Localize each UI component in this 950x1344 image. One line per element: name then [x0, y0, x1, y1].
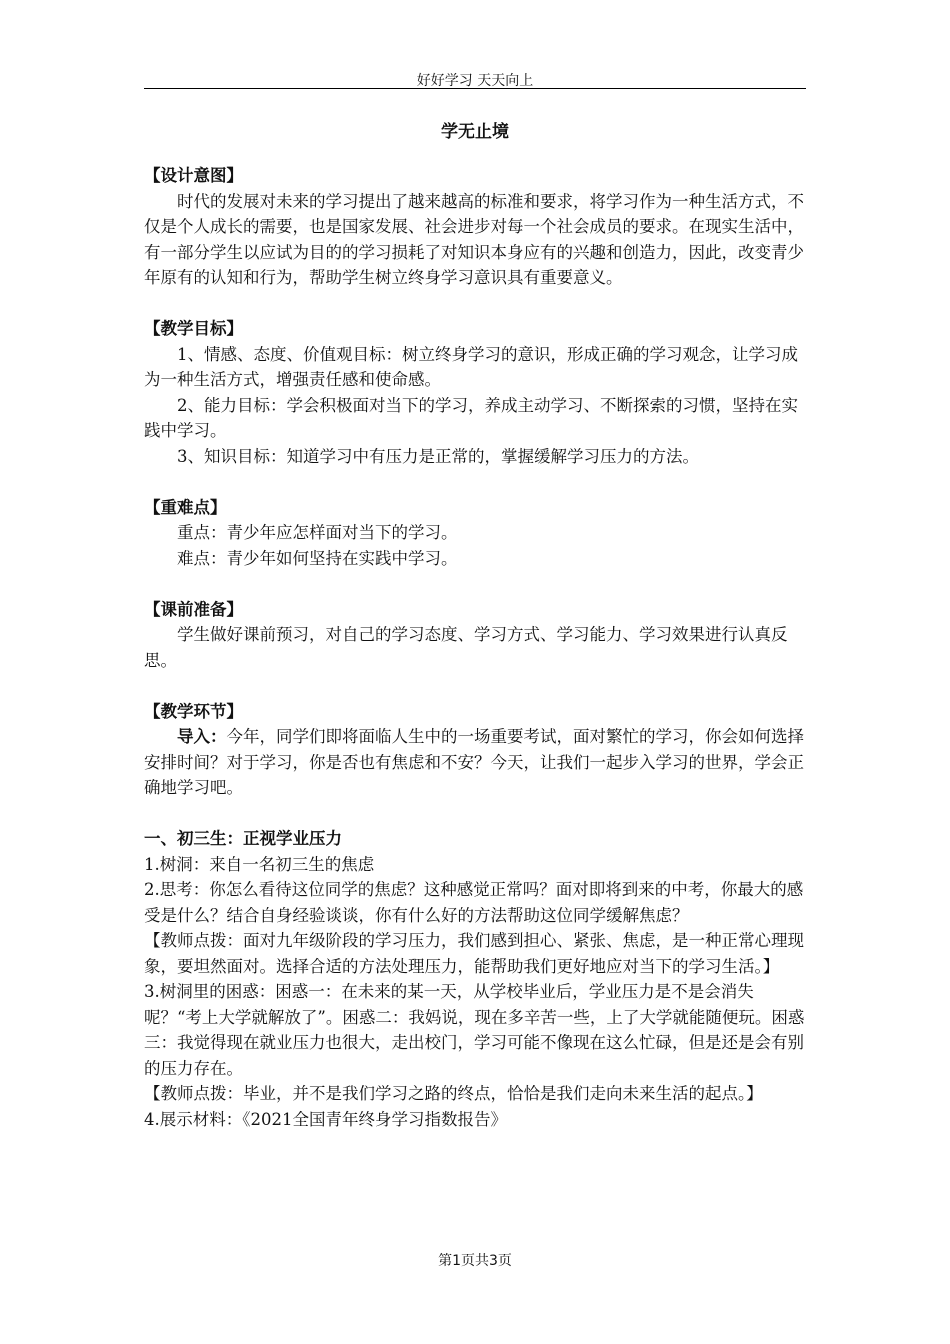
- page-footer: 第1页共3页: [438, 1253, 512, 1269]
- list-item-3: 3.树洞里的困惑：困惑一：在未来的某一天，从学校毕业后，学业压力是不是会消失呢？“考上大学就解放了”。困惑二：我妈说，现在多辛苦一些，上了大学就能随便玩。困惑三：我觉得现在就业压力也很大，走出校门，学习可能不像现在这么忙碌，但是还是会有别的压力存在。: [144, 982, 805, 1078]
- section-heading-preparation: 【课前准备】: [144, 599, 243, 619]
- section-heading-design: 【设计意图】: [144, 166, 243, 185]
- list-item-2: 2.思考：你怎么看待这位同学的焦虑？这种感觉正常吗？面对即将到来的中考，你最大的感受是什么？结合自身经验谈谈，你有什么好的方法帮助这位同学缓解焦虑？: [144, 880, 804, 925]
- teacher-tip-1: 【教师点拨：面对九年级阶段的学习压力，我们感到担心、紧张、焦虑，是一种正常心理现象，要坦然面对。选择合适的方法处理压力，能帮助我们更好地应对当下的学习生活。】: [144, 931, 804, 976]
- key-point: 重点：青少年应怎样面对当下的学习。: [177, 523, 458, 542]
- section-heading-steps: 【教学环节】: [144, 701, 243, 721]
- intro-paragraph: [144, 724, 809, 801]
- section-heading-key-points: 【重难点】: [144, 497, 227, 517]
- preparation-paragraph: 学生做好课前预习，对自己的学习态度、学习方式、学习能力、学习效果进行认真反思。: [144, 625, 788, 670]
- goal-item-3: 3、知识目标：知道学习中有压力是正常的，掌握缓解学习压力的方法。: [177, 446, 699, 466]
- list-item-4: 4.展示材料：《2021全国青年终身学习指数报告》: [144, 1109, 507, 1129]
- design-paragraph: 时代的发展对未来的学习提出了越来越高的标准和要求，将学习作为一种生活方式，不仅是个人成长的需要，也是国家发展、社会进步对每一个社会成员的要求。在现实生活中，有一部分学生以应试为目的的学习损耗了对知识本身应有的兴趣和创造力，因此，改变青少年原有的认知和行为，帮助学生树立终身学习意识具有重要意义。: [144, 191, 804, 287]
- intro-label: 导入：: [177, 727, 227, 746]
- difficult-point: 难点：青少年如何坚持在实践中学习。: [177, 548, 458, 568]
- teacher-tip-2: 【教师点拨：毕业，并不是我们学习之路的终点，恰恰是我们走向未来生活的起点。】: [144, 1084, 763, 1103]
- part-1-heading: 一、初三生：正视学业压力: [144, 829, 342, 848]
- document-body: [144, 163, 809, 1132]
- intro-text: 今年，同学们即将面临人生中的一场重要考试，面对繁忙的学习，你会如何选择安排时间？对于学习，你是否也有焦虑和不安？今天，让我们一起步入学习的世界，学会正确地学习吧。: [144, 727, 804, 797]
- section-heading-goals: 【教学目标】: [144, 319, 243, 338]
- header-divider: [144, 88, 806, 89]
- goal-item-2: 2、能力目标：学会积极面对当下的学习，养成主动学习、不断探索的习惯，坚持在实践中学习。: [144, 395, 798, 440]
- goal-item-1: 1、情感、态度、价值观目标：树立终身学习的意识，形成正确的学习观念，让学习成为一种生活方式，增强责任感和使命感。: [144, 344, 798, 389]
- page-header: 好好学习 天天向上: [416, 73, 534, 89]
- list-item-1: 1.树洞：来自一名初三生的焦虑: [144, 854, 375, 874]
- document-title: 学无止境: [441, 122, 509, 142]
